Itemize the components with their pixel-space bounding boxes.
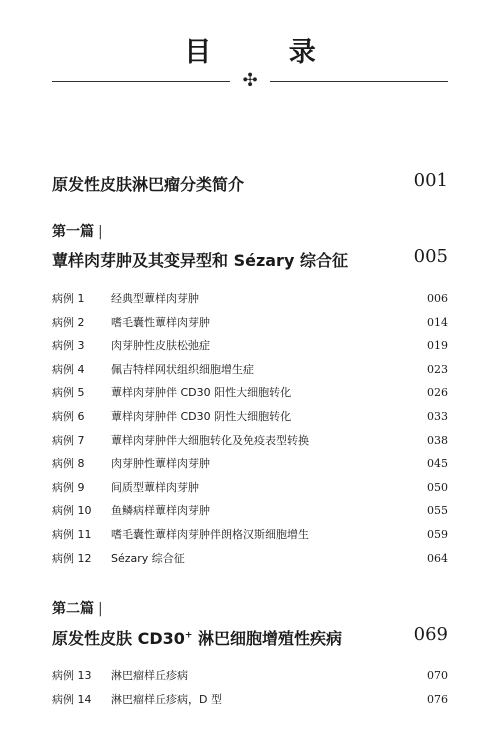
case-title: 蕈样肉芽肿伴 CD30 阴性大细胞转化 <box>111 410 292 423</box>
case-title: 间质型蕈样肉芽肿 <box>111 480 199 494</box>
case-page: 059 <box>427 528 448 541</box>
case-number: 病例 7 <box>52 433 85 447</box>
case-number: 病例 3 <box>52 339 85 353</box>
case-page: 026 <box>427 386 448 400</box>
toc-entry-case[interactable] <box>52 456 448 472</box>
case-number: 病例 6 <box>52 410 85 423</box>
page-title: 目 录 <box>184 37 350 68</box>
toc-entry-case[interactable] <box>52 503 448 519</box>
case-title: 蕈样肉芽肿伴大细胞转化及免疫表型转换 <box>111 433 309 447</box>
case-title: 嗜毛囊性蕈样肉芽肿伴朗格汉斯细胞增生 <box>111 528 309 541</box>
part-title-superscript: + <box>184 630 193 641</box>
case-title: 蕈样肉芽肿伴 CD30 阳性大细胞转化 <box>111 386 292 400</box>
toc-entry-case[interactable] <box>52 338 448 354</box>
case-number: 病例 14 <box>52 693 92 706</box>
case-number: 病例 10 <box>52 504 92 518</box>
title-ornament <box>52 72 448 92</box>
toc-entry-case[interactable] <box>52 315 448 331</box>
case-page: 014 <box>427 315 448 329</box>
case-title: 淋巴瘤样丘疹病，D 型 <box>111 693 222 706</box>
part-label-text: 第一篇 <box>52 224 94 240</box>
part-page: 005 <box>413 246 448 267</box>
part-title <box>52 626 342 649</box>
case-number: 病例 2 <box>52 315 85 329</box>
ornament-line-left <box>52 81 230 82</box>
toc-entry-part-1[interactable] <box>52 246 448 272</box>
case-page: 070 <box>427 669 448 682</box>
part-label <box>52 221 103 241</box>
case-page: 076 <box>427 693 448 706</box>
case-title: 经典型蕈样肉芽肿 <box>111 292 199 305</box>
case-number: 病例 5 <box>52 386 85 400</box>
case-title: 鱼鳞病样蕈样肉芽肿 <box>111 504 210 518</box>
part-title: 蕈样肉芽肿及其变异型和 Sézary 综合征 <box>52 251 348 270</box>
toc-entry-case[interactable] <box>52 527 448 543</box>
toc-entry-case[interactable] <box>52 668 448 684</box>
part-label-text: 第二篇 <box>52 601 94 617</box>
part-title-text-rest: 淋巴细胞增殖性疾病 <box>192 629 342 648</box>
toc-entry-case[interactable] <box>52 291 448 307</box>
case-title: 嗜毛囊性蕈样肉芽肿 <box>111 315 210 329</box>
case-number: 病例 8 <box>52 457 85 471</box>
case-title: 肉芽肿性蕈样肉芽肿 <box>111 457 210 471</box>
case-page: 038 <box>427 433 448 447</box>
toc-entry-part-2[interactable] <box>52 624 448 650</box>
toc-entry-case[interactable] <box>52 692 448 708</box>
part-label-divider: | <box>98 601 103 617</box>
case-page: 055 <box>427 504 448 518</box>
part-label <box>52 598 103 618</box>
case-number: 病例 13 <box>52 669 92 682</box>
case-page: 045 <box>427 457 448 471</box>
overview-title: 原发性皮肤淋巴瘤分类简介 <box>52 175 245 194</box>
case-title: 肉芽肿性皮肤松弛症 <box>111 339 210 353</box>
part-page: 069 <box>413 624 448 645</box>
toc-entry-case[interactable] <box>52 551 448 567</box>
case-page: 033 <box>427 410 448 423</box>
case-page: 064 <box>427 551 448 565</box>
toc-entry-case[interactable] <box>52 409 448 425</box>
case-number: 病例 1 <box>52 292 85 305</box>
part-title-text: 原发性皮肤 CD30 <box>52 629 185 648</box>
case-page: 006 <box>427 292 448 305</box>
case-page: 050 <box>427 480 448 494</box>
case-title: Sézary 综合征 <box>111 551 185 565</box>
toc-entry-case[interactable] <box>52 480 448 496</box>
case-number: 病例 4 <box>52 362 85 376</box>
flourish-icon: ✣ <box>242 70 258 91</box>
case-title: 佩吉特样网状组织细胞增生症 <box>111 362 254 376</box>
part-label-divider: | <box>98 224 103 240</box>
case-page: 019 <box>427 339 448 353</box>
toc-entry-case[interactable] <box>52 385 448 401</box>
case-number: 病例 9 <box>52 480 85 494</box>
toc-entry-case[interactable] <box>52 433 448 449</box>
case-page: 023 <box>427 362 448 376</box>
case-title: 淋巴瘤样丘疹病 <box>111 669 188 682</box>
ornament-line-right <box>270 81 448 82</box>
case-number: 病例 12 <box>52 551 92 565</box>
toc-entry-case[interactable] <box>52 362 448 378</box>
overview-page: 001 <box>413 170 448 191</box>
case-number: 病例 11 <box>52 528 92 541</box>
toc-entry-overview[interactable] <box>52 170 448 196</box>
